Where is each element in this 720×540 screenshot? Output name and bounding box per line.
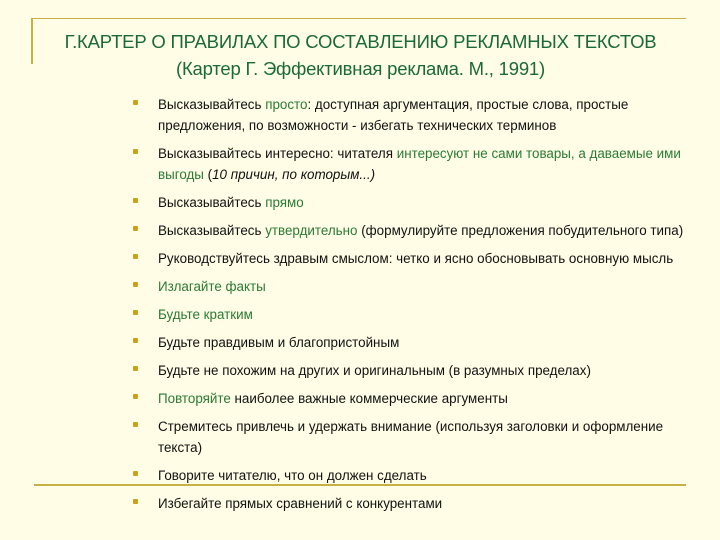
rule-text: Будьте кратким	[158, 307, 253, 322]
rule-item	[131, 143, 691, 185]
rule-item	[131, 220, 691, 241]
rule-text: утвердительно	[265, 223, 358, 238]
slide-title	[33, 28, 688, 82]
rule-text: Высказывайтесь	[158, 97, 266, 112]
rule-item	[131, 248, 691, 269]
rule-text: Будьте не похожим на других и оригинальным (в разумных пределах)	[158, 363, 591, 378]
rule-text: Повторяйте	[158, 391, 231, 406]
rule-text: просто	[265, 97, 308, 112]
rule-text: Высказывайтесь интересно: читателя	[158, 146, 397, 161]
bullet-icon	[133, 100, 138, 105]
bullet-icon	[133, 226, 138, 231]
rule-item	[131, 332, 691, 353]
title-line-2: (Картер Г. Эффективная реклама. М., 1991)	[176, 58, 545, 79]
bullet-icon	[133, 338, 138, 343]
bullet-icon	[133, 149, 138, 154]
rule-text: Стремитесь привлечь и удержать внимание (используя заголовки и оформление текста)	[158, 419, 664, 455]
rule-item	[131, 416, 691, 458]
bullet-icon	[133, 198, 138, 203]
rule-text: Высказывайтесь	[158, 195, 266, 210]
bullet-icon	[133, 282, 138, 287]
rule-text: Будьте правдивым и благопристойным	[158, 335, 400, 350]
rule-text: Говорите читателю, что он должен сделать	[158, 468, 427, 483]
bullet-icon	[133, 310, 138, 315]
rule-text: Избегайте прямых сравнений с конкурентами	[158, 496, 443, 511]
rules-list	[131, 94, 691, 521]
top-rule	[31, 18, 686, 19]
rule-text: 10 причин, по которым...)	[212, 167, 376, 182]
bottom-rule	[34, 484, 686, 486]
bullet-icon	[133, 471, 138, 476]
rule-item	[131, 360, 691, 381]
rule-item	[131, 276, 691, 297]
rule-text: (формулируйте предложения побудительного типа)	[357, 223, 684, 238]
rule-item	[131, 388, 691, 409]
title-line-1: Г.КАРТЕР О ПРАВИЛАХ ПО СОСТАВЛЕНИЮ РЕКЛАМНЫХ ТЕКСТОВ	[64, 31, 657, 52]
rule-item	[131, 465, 691, 486]
rule-item	[131, 304, 691, 325]
bullet-icon	[133, 394, 138, 399]
rule-item	[131, 493, 691, 514]
rule-text: прямо	[265, 195, 304, 210]
rule-item	[131, 94, 691, 136]
bullet-icon	[133, 366, 138, 371]
rule-text: Руководствуйтесь здравым смыслом: четко и ясно обосновывать основную мысль	[158, 251, 674, 266]
rule-text: (	[203, 167, 213, 182]
rule-text: Высказывайтесь	[158, 223, 266, 238]
rule-text: интересуют не сами товары, а даваемые ими выгоды	[158, 146, 681, 182]
bullet-icon	[133, 499, 138, 504]
bullet-icon	[133, 422, 138, 427]
rule-text: Излагайте факты	[158, 279, 266, 294]
rule-text: : доступная аргументация, простые слова, простые предложения, по возможности - избегать технических терминов	[158, 97, 629, 133]
rule-text: наиболее важные коммерческие аргументы	[230, 391, 508, 406]
bullet-icon	[133, 254, 138, 259]
rule-item	[131, 192, 691, 213]
